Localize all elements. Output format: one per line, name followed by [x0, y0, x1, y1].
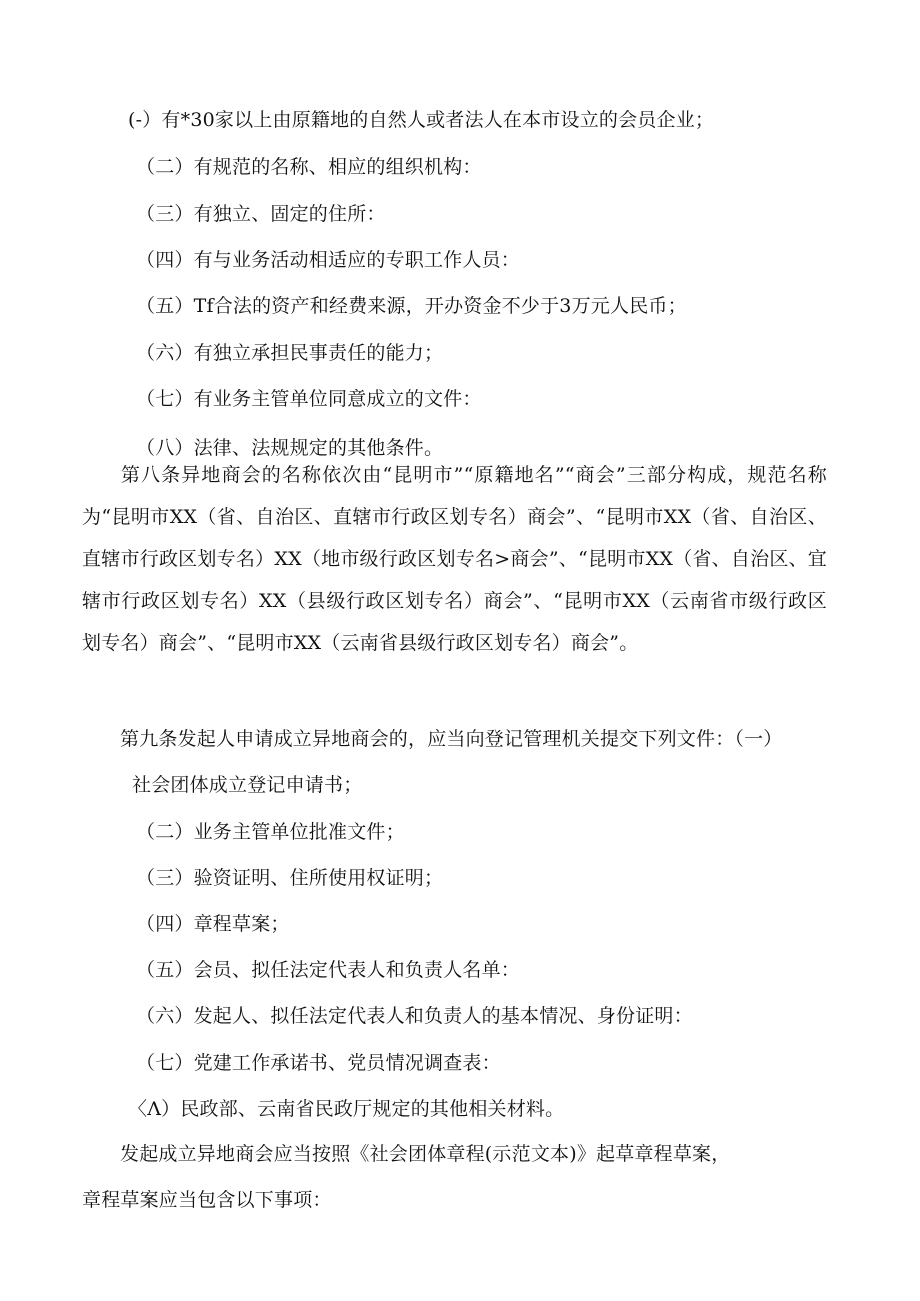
- charter-line-1: 发起成立异地商会应当按照《社会团体章程(示范文本)》起草章程草案，: [120, 1143, 731, 1165]
- article-8-text: 第八条异地商会的名称依次由“昆明市”“原籍地名”“商会”三部分构成，规范名称为“昆明市XX（省、自治区、直辖市行政区划专名）商会”、“昆明市XX（省、自治区、直辖市行政区划专名）XX（地市级行政区划专名>商会”、“昆明市XX（省、自治区、宜辖市行政区划专名）XX（县级行政区划专名）商会”、“昆明市XX（云南省市级行政区划专名）商会”、“昆明市XX（云南省县级行政区划专名）商会”。: [82, 464, 827, 654]
- charter-line-2: 章程草案应当包含以下事项：: [82, 1189, 332, 1211]
- article-9-item-5: （五）会员、拟任法定代表人和负责人名单：: [136, 959, 521, 981]
- condition-8: （八）法律、法规规定的其他条件。: [136, 437, 444, 459]
- article-9-item-4: （四）章程草案；: [136, 913, 290, 935]
- condition-5: （五）Tf合法的资产和经费来源，开办资金不少于3万元人民币；: [136, 295, 687, 317]
- article-9-item-1: 社会团体成立登记申请书；: [132, 774, 363, 796]
- article-9-intro: 第九条发起人申请成立异地商会的，应当向登记管理机关提交下列文件：（一）: [120, 728, 783, 750]
- article-8-paragraph: [82, 454, 827, 664]
- article-9-item-6: （六）发起人、拟任法定代表人和负责人的基本情况、身份证明：: [136, 1005, 693, 1027]
- article-9-item-3: （三）验资证明、住所使用权证明；: [136, 867, 444, 889]
- article-9-item-7: （七）党建工作承诺书、党员情况调查表：: [136, 1052, 501, 1074]
- article-9-item-2: （二）业务主管单位批准文件；: [136, 821, 405, 843]
- condition-2: （二）有规范的名称、相应的组织机构：: [136, 156, 482, 178]
- condition-7: （七）有业务主管单位同意成立的文件：: [136, 388, 482, 410]
- condition-3: （三）有独立、固定的住所：: [136, 203, 386, 225]
- article-9-item-8: 〈Λ）民政部、云南省民政厅规定的其他相关材料。: [128, 1098, 565, 1120]
- condition-6: （六）有独立承担民事责任的能力；: [136, 342, 444, 364]
- condition-1: (-）有*30家以上由原籍地的自然人或者法人在本市设立的会员企业；: [128, 109, 715, 131]
- condition-4: （四）有与业务活动相适应的专职工作人员：: [136, 249, 521, 271]
